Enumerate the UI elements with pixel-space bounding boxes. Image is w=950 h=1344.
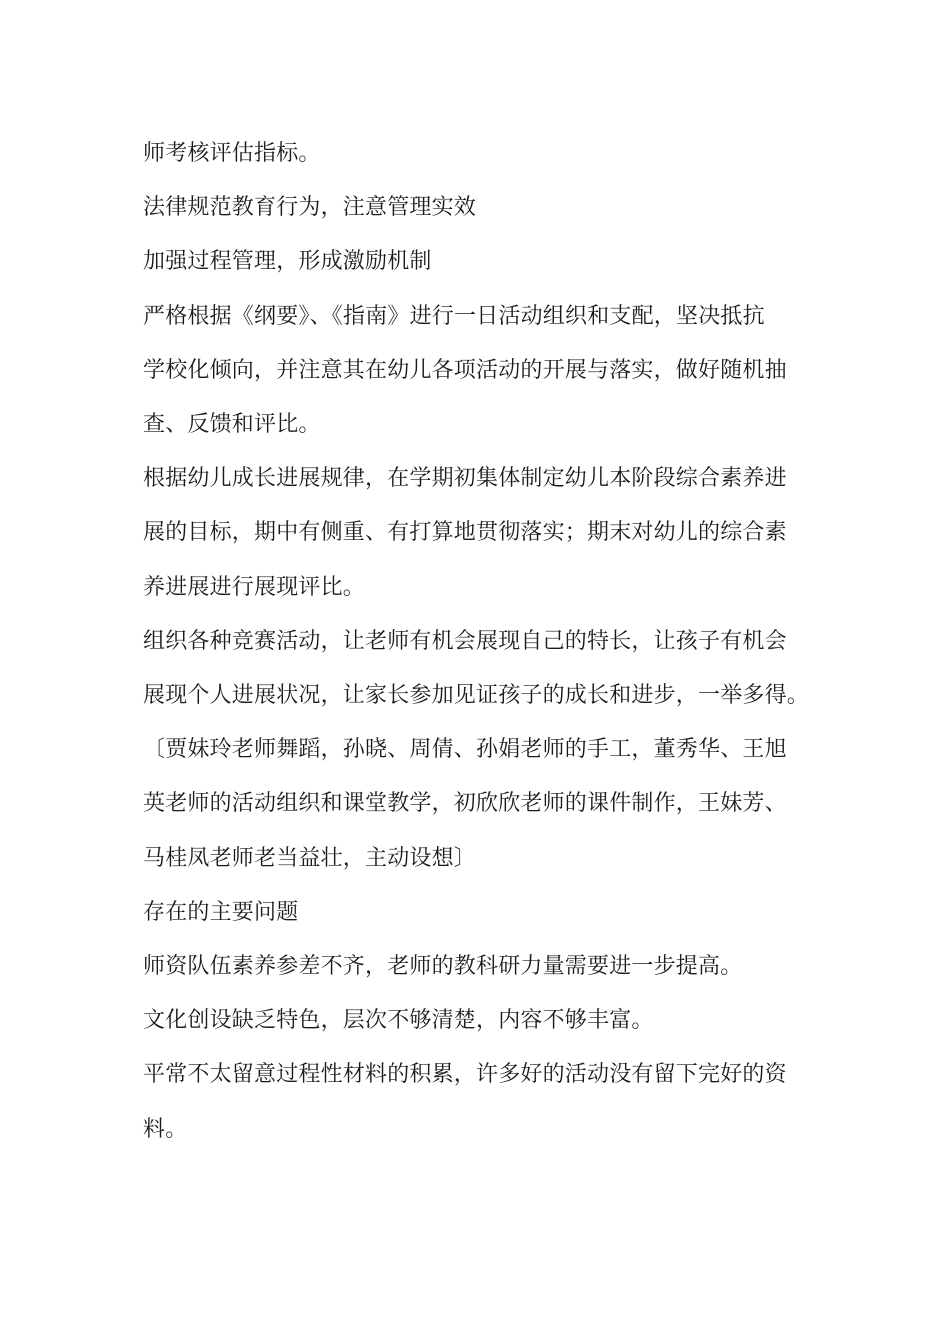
text-line: 师考核评估指标。 — [143, 141, 321, 166]
text-line: 英老师的活动组织和课堂教学，初欣欣老师的课件制作，王妹芳、 — [143, 791, 787, 816]
text-line: 严格根据《纲要》、《指南》进行一日活动组织和支配，坚决抵抗 — [143, 304, 765, 329]
text-line: 师资队伍素养参差不齐，老师的教科研力量需要进一步提高。 — [143, 954, 743, 979]
text-line: 马桂凤老师老当益壮，主动设想〕 — [143, 846, 477, 871]
text-line: 查、反馈和评比。 — [143, 412, 321, 437]
text-line: 文化创设缺乏特色，层次不够清楚，内容不够丰富。 — [143, 1008, 654, 1033]
text-line: 平常不太留意过程性材料的积累，许多好的活动没有留下完好的资 — [143, 1062, 787, 1087]
text-line: 养进展进行展现评比。 — [143, 575, 366, 600]
text-line: 组织各种竞赛活动，让老师有机会展现自己的特长，让孩子有机会 — [143, 629, 787, 654]
text-line: 展现个人进展状况，让家长参加见证孩子的成长和进步，一举多得。 — [143, 683, 810, 708]
text-line: 根据幼儿成长进展规律，在学期初集体制定幼儿本阶段综合素养进 — [143, 466, 787, 491]
text-line: 学校化倾向，并注意其在幼儿各项活动的开展与落实，做好随机抽 — [143, 358, 787, 383]
text-line: 加强过程管理，形成激励机制 — [143, 249, 432, 274]
text-line: 〔贾妹玲老师舞蹈，孙晓、周倩、孙娟老师的手工，董秀华、王旭 — [143, 737, 787, 762]
text-line: 料。 — [143, 1117, 188, 1142]
text-line: 法律规范教育行为，注意管理实效 — [143, 195, 477, 220]
text-line: 展的目标，期中有侧重、有打算地贯彻落实；期末对幼儿的综合素 — [143, 520, 787, 545]
section-heading: 存在的主要问题 — [143, 900, 299, 925]
